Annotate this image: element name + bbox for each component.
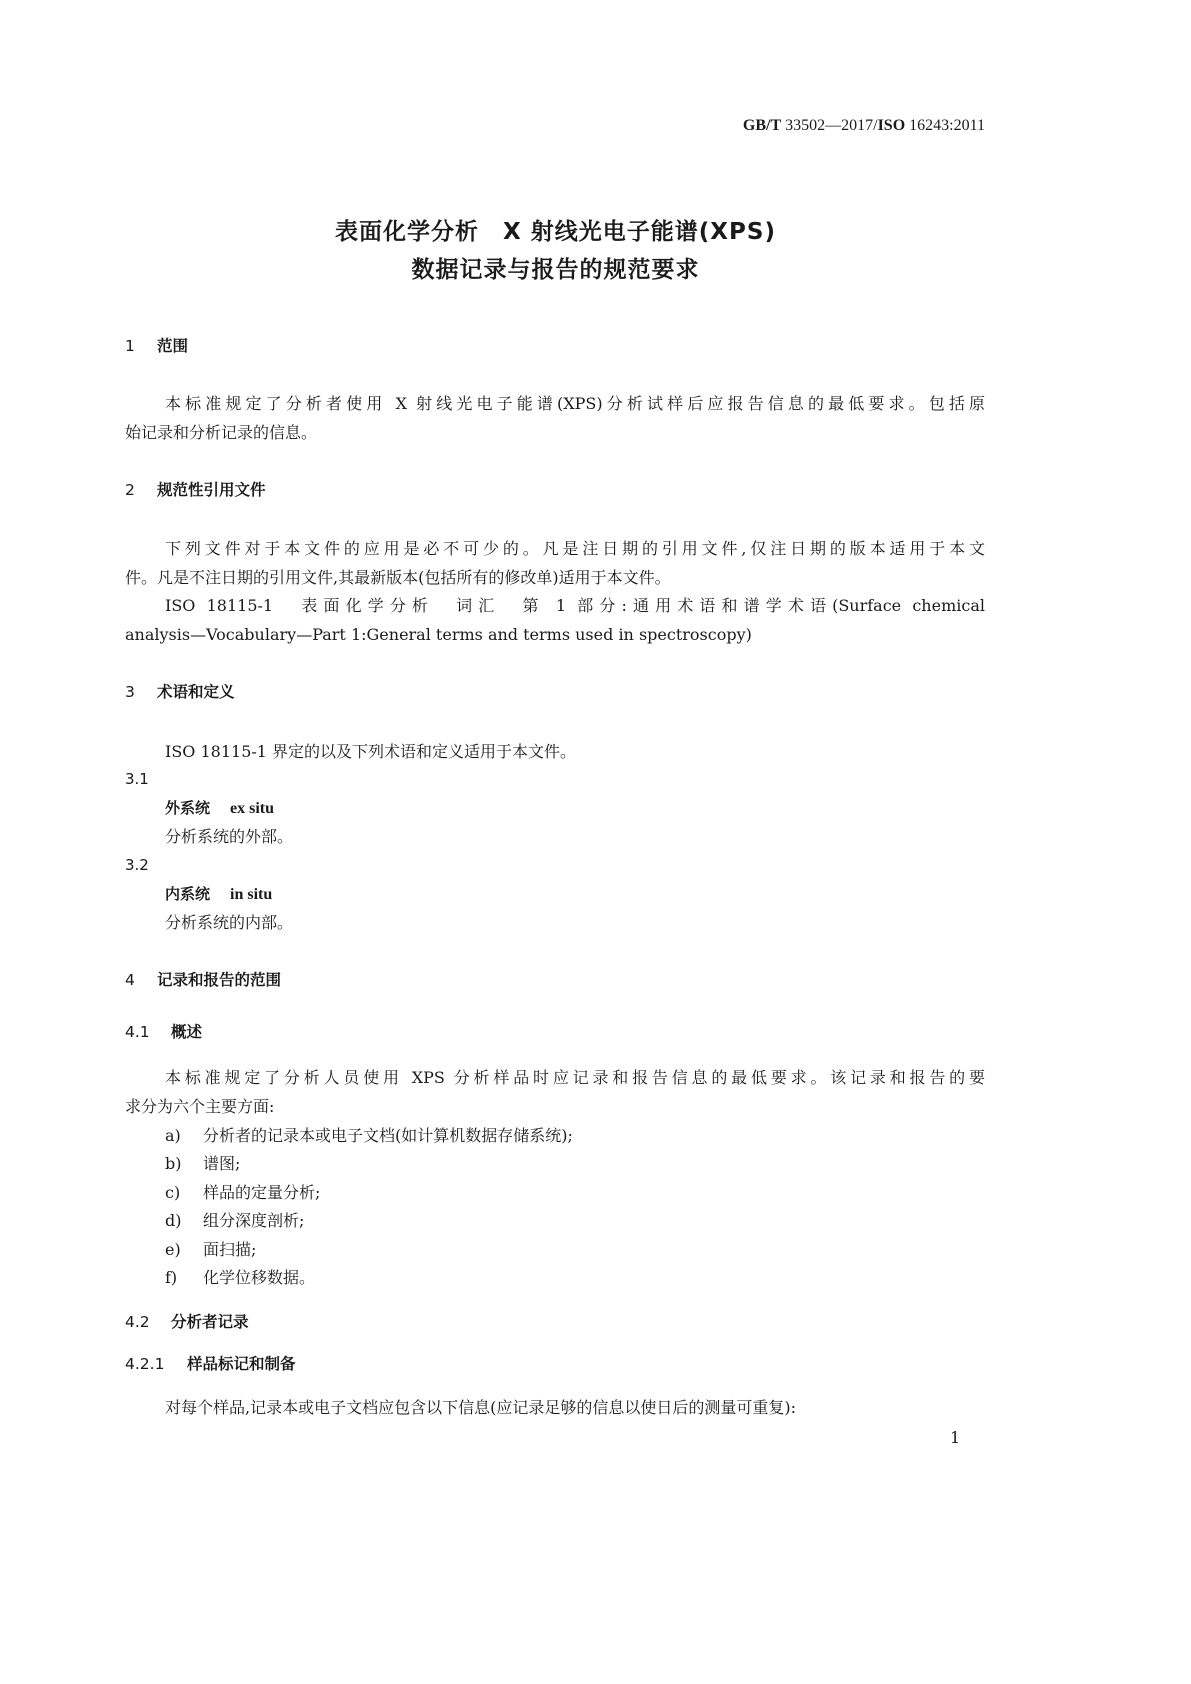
term-definition: 分析系统的内部。 bbox=[165, 913, 294, 932]
paragraph-line: 始记录和分析记录的信息。 bbox=[125, 423, 318, 442]
paragraph-line: 对每个样品,记录本或电子文档应包含以下信息(应记录足够的信息以使日后的测量可重复): bbox=[165, 1398, 796, 1417]
list-text: 谱图; bbox=[203, 1154, 241, 1173]
term-heading bbox=[165, 797, 985, 820]
section-title: 范围 bbox=[157, 337, 189, 355]
list-marker: c) bbox=[165, 1183, 181, 1202]
term-number: 3.1 bbox=[125, 770, 149, 788]
list-item bbox=[165, 1239, 985, 1261]
term-cn: 外系统 bbox=[165, 799, 211, 817]
section-title: 术语和定义 bbox=[157, 683, 235, 701]
reference-line: ISO 18115-1 表面化学分析 词汇 第 1 部分:通用术语和谱学术语(Surface chemical bbox=[165, 596, 985, 615]
title-line-1: 表面化学分析 X 射线光电子能谱(XPS) bbox=[335, 219, 776, 245]
section-2-heading bbox=[125, 479, 985, 501]
section-title: 规范性引用文件 bbox=[157, 481, 266, 499]
title-line-2: 数据记录与报告的规范要求 bbox=[411, 257, 700, 283]
code-prefix: GB/T bbox=[742, 117, 782, 134]
section-number: 4.2 bbox=[125, 1313, 150, 1331]
term-cn: 内系统 bbox=[165, 885, 211, 903]
page-number: 1 bbox=[950, 1428, 961, 1447]
list-item bbox=[165, 1125, 985, 1147]
term-en: ex situ bbox=[230, 800, 275, 817]
paragraph-line: 求分为六个主要方面: bbox=[125, 1097, 275, 1116]
list-marker: e) bbox=[165, 1240, 181, 1259]
list-text: 分析者的记录本或电子文档(如计算机数据存储系统); bbox=[203, 1126, 573, 1145]
list-item bbox=[165, 1210, 985, 1232]
list-marker: f) bbox=[165, 1268, 178, 1287]
section-4-2-1-heading bbox=[125, 1353, 985, 1375]
reference-line: analysis—Vocabulary—Part 1:General terms and terms used in spectroscopy) bbox=[125, 625, 752, 644]
section-number: 4.2.1 bbox=[125, 1355, 165, 1373]
section-4-1-heading bbox=[125, 1021, 985, 1043]
iso-prefix: ISO bbox=[877, 117, 906, 134]
paragraph-line: 本标准规定了分析人员使用 XPS 分析样品时应记录和报告信息的最低要求。该记录和报告的要 bbox=[165, 1068, 985, 1087]
section-number: 3 bbox=[125, 683, 135, 701]
section-number: 2 bbox=[125, 481, 135, 499]
list-text: 化学位移数据。 bbox=[203, 1268, 316, 1287]
section-1-heading bbox=[125, 335, 985, 357]
section-4-2-heading bbox=[125, 1311, 985, 1333]
paragraph-line: 本标准规定了分析者使用 X 射线光电子能谱(XPS)分析试样后应报告信息的最低要求。包括原 bbox=[165, 394, 985, 413]
list-text: 样品的定量分析; bbox=[203, 1183, 321, 1202]
document-code bbox=[743, 117, 985, 135]
section-3-heading bbox=[125, 681, 985, 703]
list-marker: d) bbox=[165, 1211, 182, 1230]
iso-number: 16243:2011 bbox=[905, 117, 985, 134]
term-definition: 分析系统的外部。 bbox=[165, 827, 294, 846]
list-item bbox=[165, 1267, 985, 1289]
code-number: 33502—2017/ bbox=[781, 117, 878, 134]
section-number: 1 bbox=[125, 337, 135, 355]
list-text: 面扫描; bbox=[203, 1240, 257, 1259]
term-en: in situ bbox=[230, 886, 273, 903]
term-heading bbox=[165, 883, 985, 906]
paragraph-line: 件。凡是不注日期的引用文件,其最新版本(包括所有的修改单)适用于本文件。 bbox=[125, 568, 671, 587]
list-item bbox=[165, 1153, 985, 1175]
list-text: 组分深度剖析; bbox=[203, 1211, 305, 1230]
paragraph-line: 下列文件对于本文件的应用是必不可少的。凡是注日期的引用文件,仅注日期的版本适用于本文 bbox=[165, 539, 985, 558]
section-title: 概述 bbox=[171, 1023, 203, 1041]
section-title: 样品标记和制备 bbox=[187, 1355, 296, 1373]
section-4-heading bbox=[125, 969, 985, 991]
section-title: 分析者记录 bbox=[171, 1313, 249, 1331]
section-number: 4.1 bbox=[125, 1023, 150, 1041]
list-marker: b) bbox=[165, 1154, 182, 1173]
section-title: 记录和报告的范围 bbox=[157, 971, 282, 989]
term-number: 3.2 bbox=[125, 856, 149, 874]
paragraph-line: ISO 18115-1 界定的以及下列术语和定义适用于本文件。 bbox=[165, 742, 577, 761]
list-item bbox=[165, 1182, 985, 1204]
section-number: 4 bbox=[125, 971, 135, 989]
list-marker: a) bbox=[165, 1126, 181, 1145]
